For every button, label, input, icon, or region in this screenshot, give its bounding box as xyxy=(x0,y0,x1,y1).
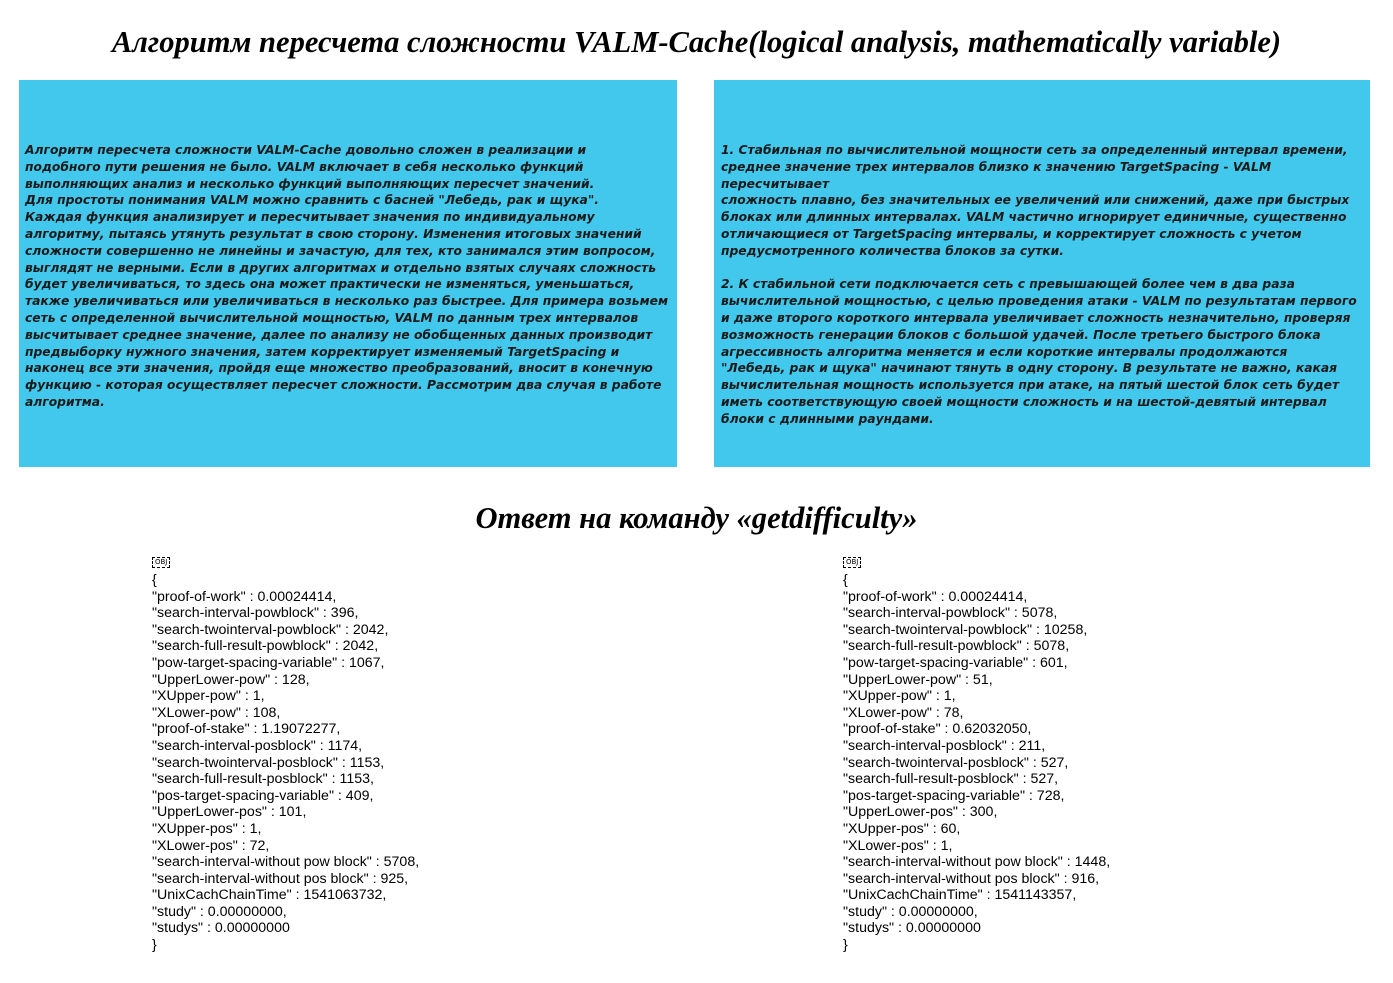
json-lines-right xyxy=(843,572,1110,954)
json-line: "search-interval-powblock" : 396, xyxy=(152,605,359,622)
object-placeholder-icon: OBJ xyxy=(152,557,170,568)
json-line: "study" : 0.00000000, xyxy=(152,903,287,920)
json-lines-left xyxy=(152,572,419,954)
json-line: "XUpper-pow" : 1, xyxy=(152,688,265,705)
json-line: "proof-of-work" : 0.00024414, xyxy=(152,588,337,605)
json-line: "search-full-result-powblock" : 5078, xyxy=(843,638,1070,655)
json-line: "XLower-pos" : 1, xyxy=(843,837,953,854)
json-line: "studys" : 0.00000000 xyxy=(152,920,290,937)
json-line: "UpperLower-pow" : 128, xyxy=(152,671,310,688)
json-line: "search-full-result-posblock" : 1153, xyxy=(152,771,374,788)
json-line: "search-full-result-posblock" : 527, xyxy=(843,771,1059,788)
json-line: } xyxy=(843,937,848,954)
json-line: "search-interval-without pos block" : 916, xyxy=(843,870,1100,887)
getdifficulty-output-right xyxy=(843,552,1110,954)
json-line: "search-interval-without pow block" : 1448, xyxy=(843,854,1111,871)
json-line: "search-interval-without pow block" : 5708, xyxy=(152,854,420,871)
json-line: "search-interval-posblock" : 1174, xyxy=(152,737,363,754)
json-line: "search-twointerval-posblock" : 1153, xyxy=(152,754,385,771)
json-line: { xyxy=(843,572,848,588)
json-line: "XUpper-pow" : 1, xyxy=(843,688,956,705)
json-line: "pow-target-spacing-variable" : 601, xyxy=(843,654,1068,671)
json-line: } xyxy=(152,937,157,954)
page-title: Алгоритм пересчета сложности VALM-Cache(logical analysis, mathematically variable) xyxy=(111,25,1282,59)
json-line: "pos-target-spacing-variable" : 409, xyxy=(152,787,374,804)
json-line: { xyxy=(152,572,157,588)
algorithm-description-text: Алгоритм пересчета сложности VALM-Cache довольно сложен в реализации и подобного пути решения не было. VALM включает в себя несколько функций выполняющих анализ и несколько функций выполняющих пересчет значений. Для простоты понимания VALM можно сравнить с басней "Лебедь, рак и щука". Каждая функция анализирует и пересчитывает значения по индивидуальному алгоритму, пытаясь утянуть результат в свою сторону. Изменения итоговых значений сложности совершенно не линейны и зачастую, для тех, кто занимался этим вопросом, выглядят не верными. Если в других алгоритмах и отдельно взятых случаях сложность будет увеличиваться, то здесь она может практически не изменяться, уменьшаться, также увеличиваться или увеличиваться в несколько раз быстрее. Для примера возьмем сеть с определенной вычислительной мощностью, VALM по данным трех интервалов высчитывает среднее значение, далее по анализу не обобщенных данных производит предвыборку нужного значения, затем корректирует изменяемый TargetSpacing и наконец все эти значения, пройдя еще множество преобразований, вносит в конечную функцию - которая осуществляет пересчет сложности. Рассмотрим два случая в работе алгоритма. xyxy=(25,143,669,409)
json-line: "UpperLower-pos" : 101, xyxy=(152,804,307,821)
json-line: "XLower-pow" : 108, xyxy=(152,704,281,721)
json-line: "XLower-pos" : 72, xyxy=(152,837,270,854)
json-line: "XLower-pow" : 78, xyxy=(843,704,964,721)
json-line: "search-twointerval-posblock" : 527, xyxy=(843,754,1069,771)
json-line: "UpperLower-pow" : 51, xyxy=(843,671,993,688)
json-line: "search-full-result-powblock" : 2042, xyxy=(152,638,379,655)
case-two-text: 2. К стабильной сети подключается сеть с превышающей более чем в два раза вычислительной мощностью, с целью проведения атаки - VALM по результатам первого и даже второго короткого интервала увеличивает сложность незначительно, проверяя возможность генерации блоков с большой удачей. После третьего быстрого блока агрессивность алгоритма меняется и если короткие интервалы продолжаются "Лебедь, рак и щука" начинают тянуть в одну сторону. В результате не важно, какая вычислительная мощность используется при атаке, на пятый шестой блок сеть будет иметь соответствующую своей мощности сложность и на шестой-девятый интервал блоки с длинными раундами. xyxy=(721,277,1357,426)
json-line: "study" : 0.00000000, xyxy=(843,903,978,920)
json-line: "search-twointerval-powblock" : 2042, xyxy=(152,621,389,638)
json-line: "proof-of-stake" : 0.62032050, xyxy=(843,721,1032,738)
json-line: "XUpper-pos" : 60, xyxy=(843,820,961,837)
json-line: "UnixCachChainTime" : 1541063732, xyxy=(152,887,387,904)
json-line: "pow-target-spacing-variable" : 1067, xyxy=(152,654,385,671)
json-line: "search-interval-powblock" : 5078, xyxy=(843,605,1058,622)
json-line: "search-interval-without pos block" : 925, xyxy=(152,870,409,887)
json-line: "pos-target-spacing-variable" : 728, xyxy=(843,787,1065,804)
json-line: "UnixCachChainTime" : 1541143357, xyxy=(843,887,1077,904)
json-line: "proof-of-stake" : 1.19072277, xyxy=(152,721,341,738)
json-line: "proof-of-work" : 0.00024414, xyxy=(843,588,1028,605)
json-line: "search-interval-posblock" : 211, xyxy=(843,737,1046,754)
description-panel-left xyxy=(19,80,677,467)
json-line: "UpperLower-pos" : 300, xyxy=(843,804,998,821)
object-placeholder-icon: OBJ xyxy=(843,557,861,568)
json-line: "XUpper-pos" : 1, xyxy=(152,820,262,837)
description-panel-right xyxy=(714,80,1370,467)
json-line: "studys" : 0.00000000 xyxy=(843,920,981,937)
getdifficulty-output-left xyxy=(152,552,419,954)
json-line: "search-twointerval-powblock" : 10258, xyxy=(843,621,1088,638)
case-one-text: 1. Стабильная по вычислительной мощности сеть за определенный интервал времени, среднее значение трех интервалов близко к значению TargetSpacing - VALM пересчитывает сложность плавно, без значительных ее увеличений или снижений, даже при быстрых блоках или длинных интервалах. VALM частично игнорирует единичные, существенно отличающиеся от TargetSpacing интервалы, и корректирует сложность с учетом предусмотренного количества блоков за сутки. xyxy=(721,143,1350,258)
section-title: Ответ на команду «getdifficulty» xyxy=(475,501,918,535)
